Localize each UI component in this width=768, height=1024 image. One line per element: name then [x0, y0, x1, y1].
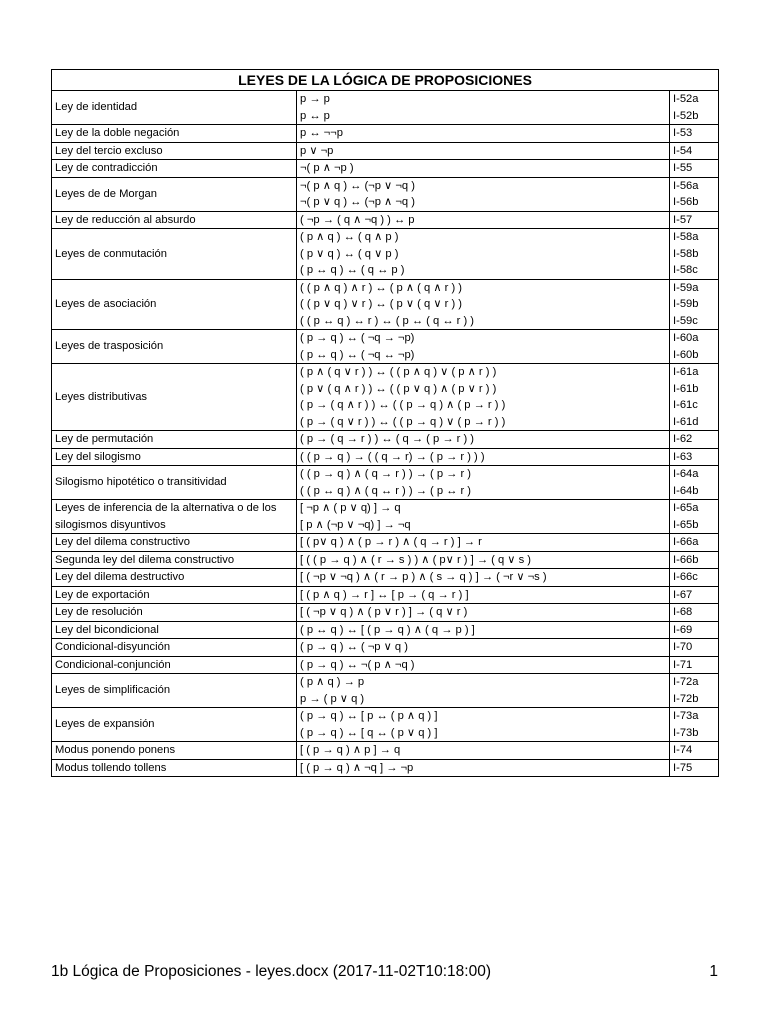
- law-name: Leyes de simplificación: [52, 674, 297, 708]
- table-row: [52, 160, 719, 178]
- law-formula: ( p → q ) ↔ ¬( p ∧ ¬q ): [300, 658, 415, 671]
- law-code: I-59a: [673, 281, 699, 294]
- law-code: I-72a: [673, 676, 699, 688]
- law-name: Leyes de trasposición: [52, 330, 297, 364]
- law-formulas: [297, 639, 670, 657]
- law-formula: ( p → q ) ↔ [ p ↔ ( p ∧ q ) ]: [300, 710, 438, 722]
- law-formulas: [297, 211, 670, 229]
- law-codes: [670, 160, 719, 178]
- law-formula: ( ¬p → ( q ∧ ¬q ) ) ↔ p: [300, 213, 415, 226]
- law-formulas: [297, 431, 670, 449]
- law-codes: [670, 759, 719, 777]
- table-title: LEYES DE LA LÓGICA DE PROPOSICIONES: [52, 70, 719, 91]
- table-row: [52, 177, 719, 211]
- law-formula: ( p → ( q ∨ r ) ) ↔ ( ( p → q ) ∨ ( p → r ) ): [300, 415, 506, 428]
- law-formulas: [297, 91, 670, 125]
- law-codes: [670, 551, 719, 569]
- law-formula: ( ( p → q ) → ( ( q → r) → ( p → r ) ) ): [300, 450, 485, 463]
- law-codes: [670, 279, 719, 330]
- law-code: I-54: [673, 144, 693, 157]
- law-formulas: [297, 364, 670, 431]
- law-code: I-67: [673, 588, 693, 601]
- table-row: [52, 534, 719, 552]
- law-codes: [670, 125, 719, 143]
- table-row: [52, 500, 719, 534]
- law-name: Leyes de de Morgan: [52, 177, 297, 211]
- law-codes: [670, 330, 719, 364]
- table-row: [52, 759, 719, 777]
- law-formula: p ∨ ¬p: [300, 144, 334, 157]
- law-formula: p ↔ p: [300, 109, 330, 122]
- law-formula: [ ( ( p → q ) ∧ ( r → s ) ) ∧ ( p∨ r ) ] → ( q ∨ s ): [300, 553, 532, 566]
- law-name: Ley de exportación: [52, 586, 297, 604]
- law-formula: ( ( p ∧ q ) ∧ r ) ↔ ( p ∧ ( q ∧ r ) ): [300, 281, 463, 294]
- law-formulas: [297, 330, 670, 364]
- law-codes: [670, 177, 719, 211]
- law-name: Ley del dilema destructivo: [52, 569, 297, 587]
- law-formulas: [297, 604, 670, 622]
- law-formula: ( p ↔ q ) ↔ ( ¬q ↔ ¬p): [300, 348, 415, 361]
- law-name: Ley de contradicción: [52, 160, 297, 178]
- law-code: I-57: [673, 213, 693, 226]
- law-codes: [670, 431, 719, 449]
- law-code: I-55: [673, 162, 693, 174]
- table-row: [52, 551, 719, 569]
- law-name: Ley del bicondicional: [52, 621, 297, 639]
- law-formula: ( p ∨ ( q ∧ r ) ) ↔ ( ( p ∨ q ) ∧ ( p ∨ r ) ): [300, 382, 497, 395]
- law-formula: ( p ↔ q ) ↔ [ ( p → q ) ∧ ( q → p ) ]: [300, 623, 475, 636]
- table-row: [52, 431, 719, 449]
- law-name: Ley de la doble negación: [52, 125, 297, 143]
- law-code: I-61c: [673, 399, 698, 411]
- law-formula: ( p → ( q ∧ r ) ) ↔ ( ( p → q ) ∧ ( p → r ) ): [300, 399, 506, 411]
- law-code: I-68: [673, 606, 693, 618]
- law-codes: [670, 639, 719, 657]
- law-name: Leyes de inferencia de la alternativa o de los silogismos disyuntivos: [52, 500, 297, 534]
- law-formulas: [297, 569, 670, 587]
- law-formula: ¬( p ∨ q ) ↔ (¬p ∧ ¬q ): [300, 196, 415, 208]
- law-formula: ( ( p → q ) ∧ ( q → r ) ) → ( p → r ): [300, 468, 472, 480]
- law-code: I-72b: [673, 692, 699, 705]
- law-codes: [670, 604, 719, 622]
- law-name: Ley de permutación: [52, 431, 297, 449]
- law-name: Condicional-disyunción: [52, 639, 297, 657]
- table-row: [52, 125, 719, 143]
- law-name: Modus ponendo ponens: [52, 742, 297, 760]
- law-formula: p → p: [300, 93, 330, 105]
- law-formula: ( p ∧ q ) → p: [300, 676, 365, 688]
- law-code: I-56a: [673, 179, 699, 192]
- law-code: I-56b: [673, 196, 699, 208]
- law-code: I-65a: [673, 502, 699, 514]
- law-codes: [670, 656, 719, 674]
- law-formulas: [297, 448, 670, 466]
- table-row: [52, 364, 719, 431]
- table-row: [52, 708, 719, 742]
- law-formula: [ ( ¬p ∨ q ) ∧ ( p ∨ r ) ] → ( q ∨ r ): [300, 606, 468, 618]
- law-formulas: [297, 500, 670, 534]
- table-row: [52, 569, 719, 587]
- law-code: I-66a: [673, 536, 699, 548]
- law-formulas: [297, 708, 670, 742]
- law-code: I-66c: [673, 571, 698, 583]
- law-formulas: [297, 279, 670, 330]
- law-code: I-66b: [673, 553, 699, 566]
- law-formula: ¬( p ∧ ¬p ): [300, 162, 354, 174]
- laws-table-body: [52, 70, 719, 777]
- law-name: Ley del tercio excluso: [52, 142, 297, 160]
- table-row: [52, 229, 719, 280]
- law-code: I-65b: [673, 518, 699, 531]
- law-code: I-59c: [673, 314, 698, 327]
- law-formula: [ ( p → q ) ∧ p ] → q: [300, 744, 401, 756]
- law-code: I-75: [673, 761, 693, 774]
- law-codes: [670, 674, 719, 708]
- law-code: I-74: [673, 744, 693, 756]
- law-code: I-60a: [673, 332, 699, 344]
- law-formula: ( p ↔ q ) ↔ ( q ↔ p ): [300, 264, 405, 276]
- law-codes: [670, 742, 719, 760]
- law-name: Leyes de expansión: [52, 708, 297, 742]
- table-row: [52, 674, 719, 708]
- law-formulas: [297, 586, 670, 604]
- footer-page-number: 1: [709, 963, 718, 980]
- law-formula: [ ( p∨ q ) ∧ ( p → r ) ∧ ( q → r ) ] → r: [300, 536, 482, 548]
- law-codes: [670, 142, 719, 160]
- law-formula: ( p → q ) ↔ ( ¬q → ¬p): [300, 332, 415, 344]
- law-formulas: [297, 142, 670, 160]
- law-formula: ( ( p ↔ q ) ↔ r ) ↔ ( p ↔ ( q ↔ r ) ): [300, 314, 475, 327]
- law-formula: ( p → q ) ↔ ( ¬p ∨ q ): [300, 641, 408, 653]
- law-formula: ( p → ( q → r ) ) ↔ ( q → ( p → r ) ): [300, 433, 475, 445]
- law-codes: [670, 229, 719, 280]
- law-formula: ( ( p ∨ q ) ∨ r ) ↔ ( p ∨ ( q ∨ r ) ): [300, 298, 463, 310]
- law-name: Modus tollendo tollens: [52, 759, 297, 777]
- table-row: [52, 586, 719, 604]
- law-formula: [ ( p ∧ q ) → r ] ↔ [ p → ( q → r ) ]: [300, 588, 469, 601]
- law-codes: [670, 91, 719, 125]
- law-formula: ¬( p ∧ q ) ↔ (¬p ∨ ¬q ): [300, 179, 415, 192]
- law-code: I-73b: [673, 726, 699, 739]
- law-formulas: [297, 742, 670, 760]
- law-name: Segunda ley del dilema constructivo: [52, 551, 297, 569]
- law-name: Leyes de asociación: [52, 279, 297, 330]
- law-formulas: [297, 466, 670, 500]
- law-name: Ley de identidad: [52, 91, 297, 125]
- law-code: I-52a: [673, 93, 699, 105]
- law-code: I-63: [673, 450, 693, 463]
- law-code: I-52b: [673, 109, 699, 122]
- table-row: [52, 330, 719, 364]
- law-code: I-64b: [673, 484, 699, 497]
- law-code: I-70: [673, 641, 693, 653]
- law-code: I-73a: [673, 710, 699, 722]
- law-code: I-64a: [673, 468, 699, 480]
- law-codes: [670, 211, 719, 229]
- law-formula: ( p → q ) ↔ [ q ↔ ( p ∨ q ) ]: [300, 726, 438, 739]
- law-formula: [ ( ¬p ∨ ¬q ) ∧ ( r → p ) ∧ ( s → q ) ] → ( ¬r ∨ ¬s ): [300, 571, 547, 583]
- law-formula: ( p ∧ q ) ↔ ( q ∧ p ): [300, 231, 399, 243]
- law-name: Leyes distributivas: [52, 364, 297, 431]
- law-codes: [670, 448, 719, 466]
- law-name: Ley del dilema constructivo: [52, 534, 297, 552]
- law-code: I-61d: [673, 415, 699, 428]
- law-code: I-62: [673, 433, 693, 445]
- law-formulas: [297, 621, 670, 639]
- law-code: I-59b: [673, 298, 699, 310]
- law-name: Ley del silogismo: [52, 448, 297, 466]
- table-row: [52, 91, 719, 125]
- law-code: I-60b: [673, 348, 699, 361]
- law-code: I-58c: [673, 264, 698, 276]
- table-row: [52, 621, 719, 639]
- table-row: [52, 466, 719, 500]
- law-codes: [670, 500, 719, 534]
- table-row: [52, 142, 719, 160]
- table-row: [52, 448, 719, 466]
- law-code: I-71: [673, 658, 693, 671]
- law-formulas: [297, 160, 670, 178]
- table-title-row: [52, 70, 719, 91]
- law-codes: [670, 708, 719, 742]
- law-formulas: [297, 229, 670, 280]
- law-name: Condicional-conjunción: [52, 656, 297, 674]
- law-formula: ( p ∧ ( q ∨ r ) ) ↔ ( ( p ∧ q ) ∨ ( p ∧ r ) ): [300, 366, 497, 378]
- law-codes: [670, 586, 719, 604]
- law-formulas: [297, 125, 670, 143]
- law-formulas: [297, 656, 670, 674]
- law-codes: [670, 534, 719, 552]
- law-formula: [ p ∧ (¬p ∨ ¬q) ] → ¬q: [300, 518, 411, 531]
- law-formulas: [297, 534, 670, 552]
- table-row: [52, 742, 719, 760]
- law-code: I-58a: [673, 231, 699, 243]
- table-row: [52, 211, 719, 229]
- law-name: Silogismo hipotético o transitividad: [52, 466, 297, 500]
- law-name: Ley de reducción al absurdo: [52, 211, 297, 229]
- laws-table: [51, 69, 719, 777]
- law-name: Leyes de conmutación: [52, 229, 297, 280]
- law-code: I-61b: [673, 382, 699, 395]
- law-formulas: [297, 674, 670, 708]
- footer-document-info: 1b Lógica de Proposiciones - leyes.docx (2017-11-02T10:18:00): [51, 963, 492, 980]
- law-codes: [670, 569, 719, 587]
- law-formula: p → ( p ∨ q ): [300, 692, 365, 705]
- law-formulas: [297, 177, 670, 211]
- law-codes: [670, 621, 719, 639]
- law-formula: ( p ∨ q ) ↔ ( q ∨ p ): [300, 247, 399, 260]
- law-code: I-53: [673, 127, 693, 139]
- table-row: [52, 656, 719, 674]
- law-code: I-58b: [673, 247, 699, 260]
- law-formula: [ ( p → q ) ∧ ¬q ] → ¬p: [300, 761, 414, 774]
- law-formulas: [297, 759, 670, 777]
- law-code: I-69: [673, 623, 693, 636]
- law-formula: ( ( p ↔ q ) ∧ ( q ↔ r ) ) → ( p ↔ r ): [300, 484, 472, 497]
- law-codes: [670, 466, 719, 500]
- table-row: [52, 279, 719, 330]
- law-formulas: [297, 551, 670, 569]
- law-name: Ley de resolución: [52, 604, 297, 622]
- law-formula: p ↔ ¬¬p: [300, 127, 343, 139]
- law-code: I-61a: [673, 366, 699, 378]
- table-row: [52, 639, 719, 657]
- law-codes: [670, 364, 719, 431]
- law-formula: [ ¬p ∧ ( p ∨ q) ] → q: [300, 502, 401, 514]
- table-row: [52, 604, 719, 622]
